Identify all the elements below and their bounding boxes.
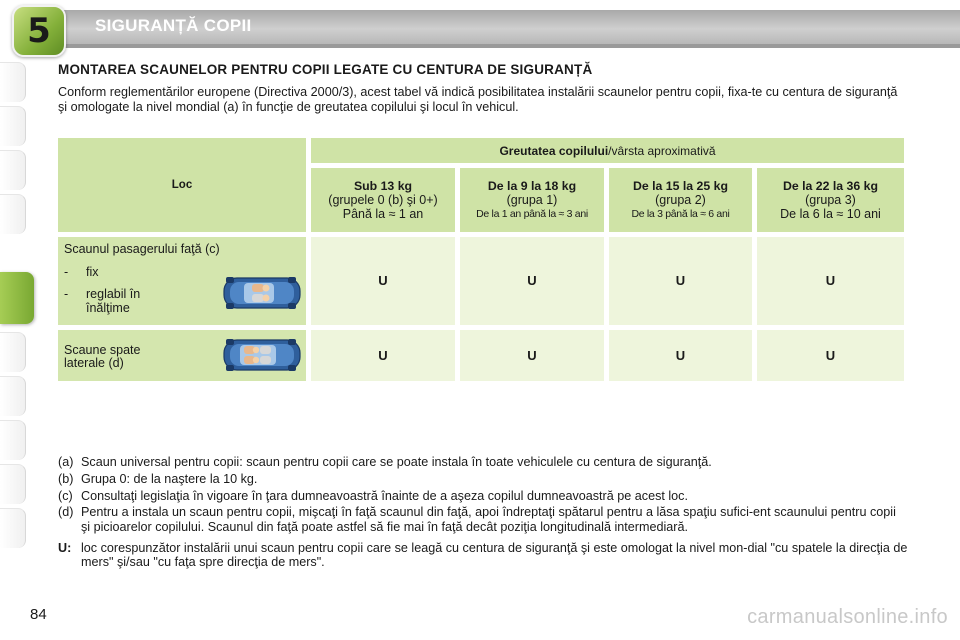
u-note-letter: U: [58, 540, 68, 555]
weight-header-rest: /vârsta aproximativă: [608, 143, 716, 158]
watermark: carmanualsonline.info: [747, 606, 948, 628]
row2-value-1: U: [460, 330, 604, 381]
group-age: De la 1 an până la ≈ 3 ani: [476, 208, 588, 220]
group-header-0: [311, 168, 455, 232]
footnote: [58, 455, 908, 469]
list-text: fix: [86, 265, 99, 279]
footnote-label: (c): [58, 488, 73, 503]
group-title: De la 22 la 36 kg: [782, 179, 879, 193]
chapter-side-tabs: [0, 62, 30, 582]
footnote: [58, 489, 908, 503]
group-header-3: [757, 168, 904, 232]
group-subtitle: (grupa 2): [655, 193, 706, 207]
group-title: De la 9 la 18 kg: [487, 179, 577, 193]
group-header-1: [460, 168, 604, 232]
side-tab-2[interactable]: [0, 106, 26, 146]
section-title: MONTAREA SCAUNELOR PENTRU COPII LEGATE CU CENTURA DE SIGURANȚĂ: [58, 62, 593, 77]
footnote: [58, 505, 908, 534]
row1-value-3: U: [757, 237, 904, 325]
footnotes: [58, 455, 908, 570]
group-age: De la 3 până la ≈ 6 ani: [631, 208, 730, 220]
chapter-title: SIGURANȚĂ COPII: [95, 16, 252, 35]
list-text: reglabil în înălţime: [86, 287, 141, 315]
row1-value-0: U: [311, 237, 455, 325]
group-subtitle: (grupele 0 (b) şi 0+): [328, 193, 438, 207]
side-tab-1[interactable]: [0, 62, 26, 102]
u-note-text: loc corespunzător instalării unui scaun pentru copii care se leagă cu centura de siguranţă şi este omologat la nivel mon-dial "cu spatele la direcţia de mers" şi/sau "cu faţa spre direcţia de mers".: [81, 540, 908, 570]
list-dash: -: [64, 287, 69, 301]
weight-header: [311, 138, 904, 163]
child-seat-table: [58, 138, 904, 381]
row1-value-1: U: [460, 237, 604, 325]
row-front-passenger-label: [58, 237, 306, 325]
row2-value-0: U: [311, 330, 455, 381]
row-label-text: Scaune spate laterale (d): [64, 343, 141, 370]
page-number: 84: [30, 606, 47, 623]
side-tab-6[interactable]: [0, 332, 26, 372]
row2-value-2: U: [609, 330, 752, 381]
row-rear-sides-label: [58, 330, 306, 381]
intro-paragraph: Conform reglementărilor europene (Directiva 2000/3), acest tabel vă indică posibilitatea instalării scaunelor pentru copii, fixa-te cu centura de siguranţă şi omologate la nivel mondial (a) în funcţie de greutatea copilului şi locul în vehicul.: [58, 85, 898, 114]
side-tab-7[interactable]: [0, 376, 26, 416]
chapter-number: 5: [27, 11, 51, 51]
footnote-text: Scaun universal pentru copii: scaun pentru copii care se poate instala în toate vehiculele cu centura de siguranţă.: [81, 455, 712, 469]
u-note-label: [58, 541, 81, 570]
car-top-view-rear-seats-icon: [222, 335, 302, 375]
row2-value-3: U: [757, 330, 904, 381]
footnote-text: Consultaţi legislaţia în vigoare în ţara dumneavoastră înainte de a aşeza copilul dumneavoastră pe acest loc.: [81, 488, 688, 503]
footnote-text: Grupa 0: de la naştere la 10 kg.: [81, 471, 258, 486]
group-title: Sub 13 kg: [353, 179, 413, 193]
side-tab-4[interactable]: [0, 194, 26, 234]
list-dash: -: [64, 265, 69, 279]
row1-value-2: U: [609, 237, 752, 325]
side-tab-9[interactable]: [0, 464, 26, 504]
footnote-text: Pentru a instala un scaun pentru copii, mişcaţi în faţă scaunul din faţă, apoi îndreptaţi spătarul pentru a lăsa spaţiu sufici-ent scaunului pentru copii şi picioarelor copilului. Scaunul din faţă poate astfel să fie mai în faţă decât poziţia longitudinală intermediară.: [81, 505, 896, 534]
weight-header-bold: Greutatea copilului: [499, 143, 609, 158]
chapter-number-badge: [12, 5, 66, 57]
group-age: Până la ≈ 1 an: [342, 207, 424, 221]
side-tab-5-active[interactable]: [0, 272, 34, 324]
u-definition-note: [58, 541, 908, 570]
group-subtitle: (grupa 3): [805, 193, 856, 207]
footnote-label: (a): [58, 455, 74, 469]
group-age: De la 6 la ≈ 10 ani: [780, 207, 881, 221]
footnote: [58, 472, 908, 486]
group-header-2: [609, 168, 752, 232]
footnote-label: (b): [58, 471, 74, 486]
banner-edge: [30, 44, 960, 48]
side-tab-8[interactable]: [0, 420, 26, 460]
group-subtitle: (grupa 1): [506, 193, 558, 207]
row-label-text: Scaunul pasagerului faţă (c): [64, 242, 220, 256]
group-title: De la 15 la 25 kg: [632, 179, 729, 193]
car-top-view-front-seat-icon: [222, 273, 302, 313]
chapter-banner: [0, 0, 960, 51]
side-tab-10[interactable]: [0, 508, 26, 548]
loc-header: Loc: [58, 138, 306, 232]
side-tab-3[interactable]: [0, 150, 26, 190]
u-note-colon: :: [67, 540, 72, 555]
footnote-label: (d): [58, 505, 74, 520]
